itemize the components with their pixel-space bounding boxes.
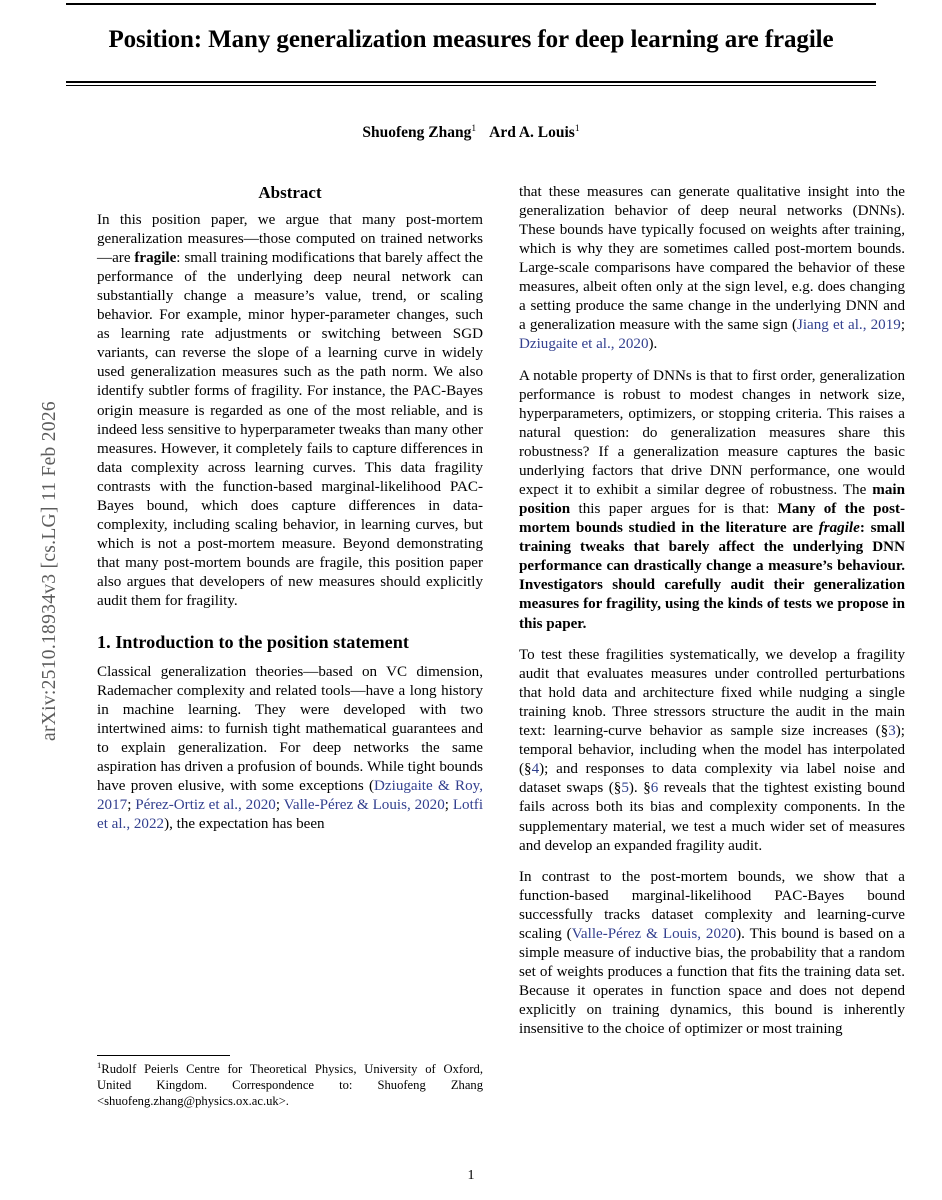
section-ref-3[interactable]: 3 <box>888 723 896 740</box>
right-p3-text-4: ). § <box>628 780 651 797</box>
citation-link-dziugaite-2020[interactable]: Dziugaite et al., 2020 <box>519 336 649 353</box>
right-p3-text-1: To test these fragilities systematically, we develop a fragility audit that evaluates measures under controlled perturbations that hold data and architecture fixed while nudging a single training knob. Three stressors structure the audit in the main text: learning-curve behavior as sample size increases (§ <box>519 647 905 740</box>
footnote-rule <box>97 1055 230 1056</box>
right-p2-text-1: A notable property of DNNs is that to first order, generalization performance is robust to modest changes in network size, hyperparameters, optimizers, or stopping criteria. This raises a natural question: do generalization measures share this robustness? If a generalization measure captures the basic underlying factors that drive DNN performance, one would expect it to exhibit a similar degree of robustness. The <box>519 367 905 499</box>
citation-link-dziugaite-roy-2017[interactable]: Dziugaite & Roy, 2017 <box>97 778 484 814</box>
right-p1-text-1: that these measures can generate qualitative insight into the generalization behavior of deep neural networks (DNNs). These bounds have typically focused on weights after training, which is why they are sometimes called post-mortem bounds. Large-scale comparisons have compared the behavior of these measures, albeit often only at the sign level, e.g. does changing a setting produce the same change in the underlying DNN and a generalization measure with the same sign ( <box>519 184 905 334</box>
footnote-block <box>97 1055 483 1110</box>
footnote-text-after: >. <box>278 1094 289 1109</box>
bold-italic-fragile: fragile <box>818 520 860 537</box>
right-paragraph-1: that these measures can generate qualitative insight into the generalization behavior of deep neural networks (DNNs). These bounds have typically focused on weights after training, which is why they are sometimes called post-mortem bounds. Large-scale comparisons have compared the behavior of these measures, albeit often only at the sign level, e.g. does changing a setting produce the same change in the underlying DNN and a generalization measure with the same sign (Jiang et al., 2019; Dziugaite et al., 2020). <box>519 184 906 353</box>
header-rule-top <box>66 3 876 5</box>
citation-link-perez-ortiz-2020[interactable]: Pérez-Ortiz et al., 2020 <box>135 797 276 814</box>
right-paragraph-2 <box>519 367 905 634</box>
footnote-marker: 1 <box>97 1059 102 1070</box>
section-ref-5[interactable]: 5 <box>621 780 629 797</box>
author-1-name: Shuofeng Zhang <box>362 124 472 141</box>
right-p4-text-2: ). This bound is based on a simple measure of inductive bias, the probability that a random set of weights produces a function that fits the training data set. Because it operates in function space and does not depend explicitly on training dynamics, this bound is inherently insensitive to the choice of optimizer or most training <box>519 926 905 1038</box>
intro-text-1: Classical generalization theories—based on VC dimension, Rademacher complexity and related tools—have a long history in machine learning. They were developed with two intertwined aims: to furnish tight mathematical guarantees and to explain generalization. For deep networks the same aspiration has driven a profusion of bounds. While tight bounds have proven elusive, with some exceptions ( <box>97 664 483 795</box>
right-paragraph-3 <box>519 646 905 856</box>
section-1-paragraph-1: Classical generalization theories—based on VC dimension, Rademacher complexity and related tools—have a long history in machine learning. They were developed with two intertwined aims: to furnish tight mathematical guarantees and to explain generalization. For deep networks the same aspiration has driven a profusion of bounds. While tight bounds have proven elusive, with some exceptions (Dziugaite & Roy, 2017; Pérez-Ortiz et al., 2020; Valle-Pérez & Louis, 2020; Lotfi et al., 2022), the expectation has been <box>97 664 484 833</box>
arxiv-stamp: arXiv:2510.18934v3 [cs.LG] 11 Feb 2026 <box>39 401 60 741</box>
citation-link-valle-perez-louis-2020-b[interactable]: Valle-Pérez & Louis, 2020 <box>571 926 737 943</box>
bold-main-position: main position <box>519 482 905 518</box>
page-number: 1 <box>467 1168 475 1183</box>
footnote-email[interactable]: shuofeng.zhang@physics.ox.ac.uk <box>104 1094 279 1109</box>
author-2-name: Ard A. Louis <box>489 124 575 141</box>
left-column <box>97 183 483 835</box>
abstract-heading: Abstract <box>258 183 322 202</box>
right-column <box>519 183 905 1052</box>
bold-position-claim-b: : small training tweaks that barely affect the underlying DNN performance can drastically change a measure’s behaviour. Investigators should carefully audit their generalization measures for fragility, using the kinds of tests we propose in this paper. <box>519 520 905 632</box>
section-ref-6[interactable]: 6 <box>650 780 659 797</box>
author-2-affiliation-marker: 1 <box>574 123 580 134</box>
right-p3-text-3: ); and responses to data complexity via label noise and dataset swaps (§ <box>519 761 905 797</box>
citation-link-lotfi-2022[interactable]: Lotfi et al., 2022 <box>97 797 484 833</box>
citation-link-valle-perez-louis-2020[interactable]: Valle-Pérez & Louis, 2020 <box>283 797 445 814</box>
right-p3-text-5: reveals that the tightest existing bound fails across both its bias and complexity components. In the supplementary material, we test a much wider set of measures and develop an expanded fragility audit. <box>519 780 906 854</box>
footnote-text-before: Rudolf Peierls Centre for Theoretical Physics, University of Oxford, United Kingdom. Correspondence to: Shuofeng Zhang < <box>97 1062 483 1109</box>
section-ref-4[interactable]: 4 <box>531 761 540 778</box>
right-p2-text-2: this paper argues for is that: <box>570 501 778 518</box>
abstract-text-2: : small training modifications that barely affect the performance of the underlying deep neural network can substantially change a measure’s value, trend, or scaling behavior. For example, minor hyper-parameter changes, such as learning rate adjustments or switching between SGD variants, can reverse the slope of a learning curve in widely used generalization measures such as the path norm. We also identify subtler forms of fragility. For instance, the PAC-Bayes origin measure is regarded as one of the most reliable, and is indeed less sensitive to hyperparameter tweaks than many other measures. However, it completely fails to capture differences in data complexity across learning curves. This data fragility contrasts with the function-based marginal-likelihood PAC-Bayes bound, which does capture differences in data-complexity, including scaling behavior, in learning curves, but which is not a post-mortem measure. Beyond demonstrating that many post-mortem bounds are fragile, this position paper also argues that developers of new measures should explicitly audit them for fragility. <box>97 250 483 609</box>
right-paragraph-4 <box>519 868 905 1039</box>
section-1-heading: 1. Introduction to the position statement <box>97 632 409 653</box>
author-1-affiliation-marker: 1 <box>471 123 477 134</box>
citation-link-jiang-2019[interactable]: Jiang et al., 2019 <box>796 317 901 334</box>
abstract-bold-fragile: fragile <box>134 250 177 267</box>
right-p4-text-1: In contrast to the post-mortem bounds, we show that a function-based marginal-likelihood PAC-Bayes bound successfully tracks dataset complexity and learning-curve scaling ( <box>519 869 905 943</box>
right-p3-text-2: ); temporal behavior, including when the model has interpolated (§ <box>519 723 905 778</box>
author-list <box>66 124 876 142</box>
header-rule-middle-lower <box>66 85 876 86</box>
right-p1-text-2: ). <box>648 336 658 353</box>
abstract-body <box>97 211 483 611</box>
author-2 <box>489 124 579 141</box>
bold-position-claim-a: Many of the post-mortem bounds studied in the literature are <box>519 501 905 537</box>
intro-text-2: ), the expectation has been <box>164 816 325 833</box>
page-title: Position: Many generalization measures for deep learning are fragile <box>108 26 834 53</box>
footnote-affiliation <box>97 1061 483 1110</box>
author-1 <box>362 124 476 141</box>
header-rule-middle-upper <box>66 81 876 83</box>
abstract-text-1: In this position paper, we argue that many post-mortem generalization measures—those computed on trained networks—are <box>97 212 483 267</box>
